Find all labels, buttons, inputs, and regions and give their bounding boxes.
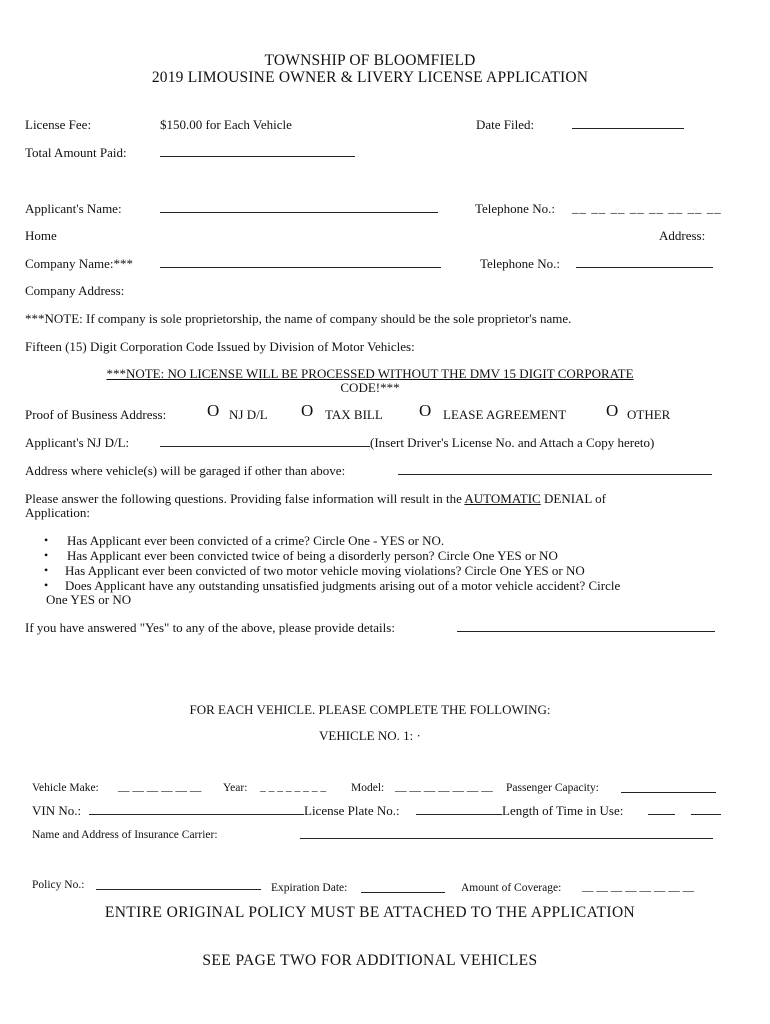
bullet-icon: • (44, 548, 49, 562)
proof-option-circle-icon[interactable]: O (207, 401, 220, 420)
proof-option-other: OTHER (627, 407, 671, 422)
proof-option-circle-icon[interactable]: O (606, 401, 619, 420)
license-fee-label: License Fee: (25, 117, 92, 132)
proof-option-circle-icon[interactable]: O (419, 401, 432, 420)
coverage-label: Amount of Coverage: (461, 882, 562, 894)
vehicle-number: VEHICLE NO. 1: · (319, 728, 421, 743)
proof-address-label: Proof of Business Address: (25, 407, 167, 422)
date-filed-field[interactable] (572, 128, 684, 129)
proof-option-lease: LEASE AGREEMENT (443, 407, 567, 422)
insurance-carrier-label: Name and Address of Insurance Carrier: (32, 829, 218, 841)
insurance-carrier-field[interactable] (300, 838, 713, 839)
passenger-capacity-label: Passenger Capacity: (506, 782, 599, 794)
see-page-two-notice: SEE PAGE TWO FOR ADDITIONAL VEHICLES (202, 952, 538, 969)
vin-field[interactable] (89, 814, 304, 815)
total-paid-field[interactable] (160, 156, 355, 157)
details-field[interactable] (457, 631, 715, 632)
bullet-icon: • (44, 578, 49, 592)
dmv-note-line1: ***NOTE: NO LICENSE WILL BE PROCESSED WITHOUT THE DMV 15 DIGIT CORPORATE (106, 366, 634, 381)
questions-intro-text: Please answer the following questions. Providing false information will result in the (25, 491, 465, 506)
automatic-emphasis: AUTOMATIC (464, 491, 541, 506)
nj-dl-label: Applicant's NJ D/L: (25, 435, 130, 450)
garage-address-label: Address where vehicle(s) will be garaged if other than above: (25, 463, 346, 478)
proof-option-circle-icon[interactable]: O (301, 401, 314, 420)
company-telephone-field[interactable] (576, 267, 713, 268)
company-telephone-label: Telephone No.: (480, 256, 560, 271)
nj-dl-hint: (Insert Driver's License No. and Attach a Copy hereto) (370, 435, 655, 450)
applicant-name-label: Applicant's Name: (25, 201, 122, 216)
bullet-icon: • (44, 563, 49, 577)
proof-option-tax-bill: TAX BILL (325, 407, 383, 422)
coverage-field[interactable]: __ __ __ __ __ __ __ __ (582, 881, 695, 893)
question-2: Has Applicant ever been convicted twice of being a disorderly person? Circle One YES or NO (67, 548, 558, 563)
telephone-field[interactable]: __ __ __ __ __ __ __ __ (572, 200, 722, 215)
question-4: Does Applicant have any outstanding unsatisfied judgments arising out of a motor vehicle accident? Circle (65, 578, 621, 593)
length-in-use-field-2[interactable] (691, 814, 721, 815)
vehicle-section-heading: FOR EACH VEHICLE. PLEASE COMPLETE THE FOLLOWING: (189, 702, 551, 717)
year-field[interactable]: _ _ _ _ _ _ _ _ (260, 781, 327, 793)
nj-dl-field[interactable] (160, 446, 370, 447)
expiration-date-field[interactable] (361, 892, 445, 893)
expiration-date-label: Expiration Date: (271, 882, 348, 894)
date-filed-label: Date Filed: (476, 117, 535, 132)
model-field[interactable]: __ __ __ __ __ __ __ (395, 781, 493, 793)
telephone-label: Telephone No.: (475, 201, 555, 216)
questions-intro (25, 491, 606, 506)
question-4-cont: One YES or NO (46, 592, 132, 607)
total-paid-label: Total Amount Paid: (25, 145, 127, 160)
policy-no-field[interactable] (96, 889, 261, 890)
details-label: If you have answered "Yes" to any of the above, please provide details: (25, 620, 395, 635)
bullet-icon: • (44, 533, 49, 547)
year-label: Year: (223, 782, 248, 794)
license-plate-label: License Plate No.: (304, 803, 400, 818)
vehicle-make-field[interactable]: __ __ __ __ __ __ (118, 781, 202, 793)
question-1: Has Applicant ever been convicted of a crime? Circle One - YES or NO. (67, 533, 445, 548)
company-name-field[interactable] (160, 267, 441, 268)
corp-code-label: Fifteen (15) Digit Corporation Code Issued by Division of Motor Vehicles: (25, 339, 415, 354)
dmv-note-line2: CODE!*** (340, 380, 400, 395)
passenger-capacity-field[interactable] (621, 792, 716, 793)
form-title: TOWNSHIP OF BLOOMFIELD (264, 52, 476, 69)
policy-attach-notice: ENTIRE ORIGINAL POLICY MUST BE ATTACHED TO THE APPLICATION (104, 904, 636, 921)
form-subtitle: 2019 LIMOUSINE OWNER & LIVERY LICENSE APPLICATION (151, 69, 589, 86)
home-label: Home (25, 228, 57, 243)
vehicle-make-label: Vehicle Make: (32, 782, 99, 794)
questions-intro-tail: DENIAL of (540, 491, 606, 506)
length-in-use-label: Length of Time in Use: (502, 803, 624, 818)
applicant-name-field[interactable] (160, 212, 438, 213)
length-in-use-field[interactable] (648, 814, 675, 815)
question-3: Has Applicant ever been convicted of two motor vehicle moving violations? Circle One YES or NO (65, 563, 585, 578)
vin-label: VIN No.: (32, 803, 82, 818)
company-address-label: Company Address: (25, 283, 125, 298)
license-fee-value: $150.00 for Each Vehicle (160, 117, 292, 132)
proof-option-nj-dl: NJ D/L (229, 407, 268, 422)
policy-no-label: Policy No.: (32, 879, 85, 891)
garage-address-field[interactable] (398, 474, 712, 475)
model-label: Model: (351, 782, 385, 794)
license-plate-field[interactable] (416, 814, 502, 815)
questions-intro-line2: Application: (25, 505, 90, 520)
company-name-label: Company Name:*** (25, 256, 133, 271)
sole-prop-note: ***NOTE: If company is sole proprietorship, the name of company should be the sole proprietor's name. (25, 311, 572, 326)
home-address-label: Address: (659, 228, 706, 243)
